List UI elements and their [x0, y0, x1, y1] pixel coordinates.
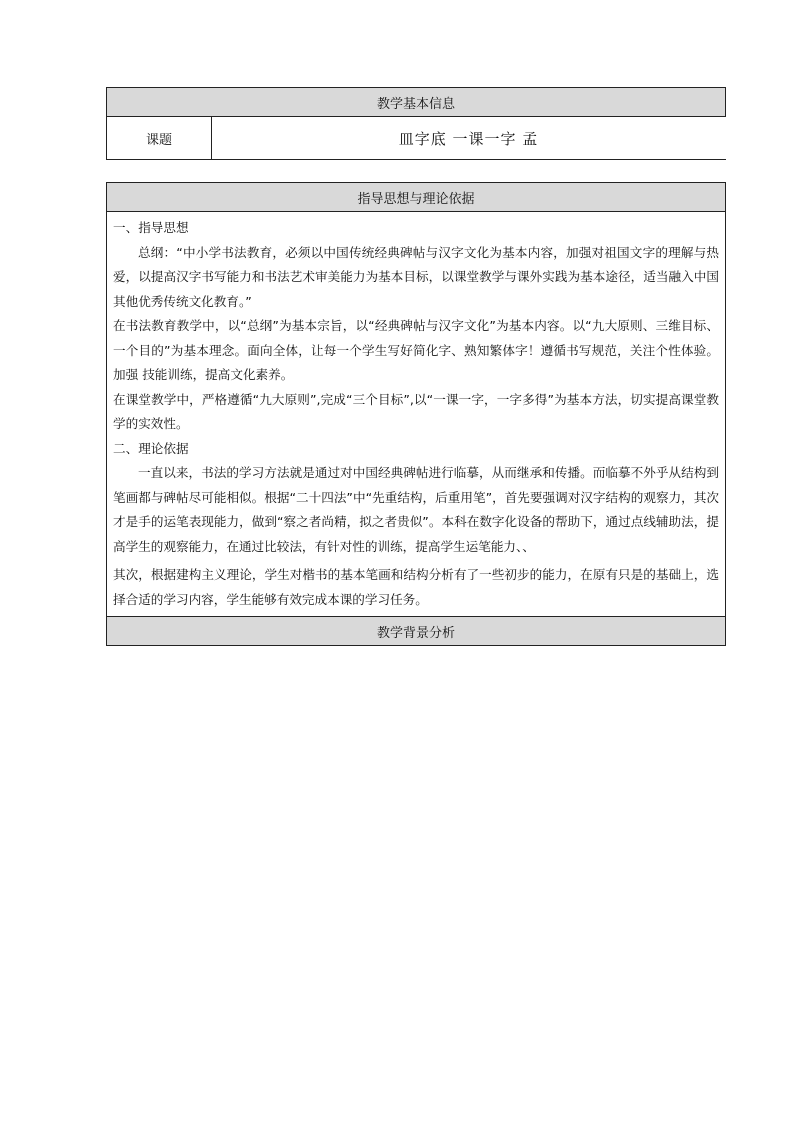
guiding-theory-body — [107, 212, 726, 617]
paragraph-general-outline: 总纲：“中小学书法教育，必须以中国传统经典碑帖与汉字文化为基本内容，加强对祖国文字的理解与热爱，以提高汉字书写能力和书法艺术审美能力为基本目标，以课堂教学与课外实践为基本途径，适当融入中国其他优秀传统文化教育。” — [113, 244, 719, 309]
topic-label: 课题 — [107, 117, 212, 160]
section-theory-title: 二、理论依据 — [113, 440, 189, 456]
guiding-theory-table — [106, 182, 726, 646]
basic-info-table — [106, 87, 726, 160]
topic-value: 皿字底 一课一字 孟 — [212, 117, 726, 160]
section-guiding-title: 一、指导思想 — [113, 220, 189, 235]
background-analysis-header: 教学背景分析 — [107, 617, 726, 646]
basic-info-header: 教学基本信息 — [107, 88, 726, 117]
paragraph-teaching-principles: 在书法教育教学中，以“总纲”为基本宗旨，以“经典碑帖与汉字文化”为基本内容。以“九大原则、三维目标、一个目的”为基本理念。面向全体，让每一个学生写好简化字、熟知繁体字！遵循书写规范，关注个性体验。加强 技能训练，提高文化素养。 — [113, 318, 719, 382]
guiding-theory-header: 指导思想与理论依据 — [107, 183, 726, 212]
paragraph-constructivism: 其次，根据建构主义理论，学生对楷书的基本笔画和结构分析有了一些初步的能力，在原有只是的基础上，选择合适的学习内容，学生能够有效完成本课的学习任务。 — [113, 567, 719, 607]
paragraph-classroom-method: 在课堂教学中，严格遵循“九大原则”,完成“三个目标”,以“一课一字，一字多得”为基本方法，切实提高课堂教学的实效性。 — [113, 391, 719, 431]
paragraph-copying-method: 一直以来，书法的学习方法就是通过对中国经典碑帖进行临摹，从而继承和传播。而临摹不外乎从结构到笔画都与碑帖尽可能相似。根据“二十四法”中“先重结构，后重用笔”，首先要强调对汉字结构的观察力，其次才是手的运笔表现能力，做到“察之者尚精，拟之者贵似”。本科在数字化设备的帮助下，通过点线辅助法，提高学生的观察能力，在通过比较法，有针对性的训练，提高学生运笔能力、、 — [113, 465, 719, 554]
